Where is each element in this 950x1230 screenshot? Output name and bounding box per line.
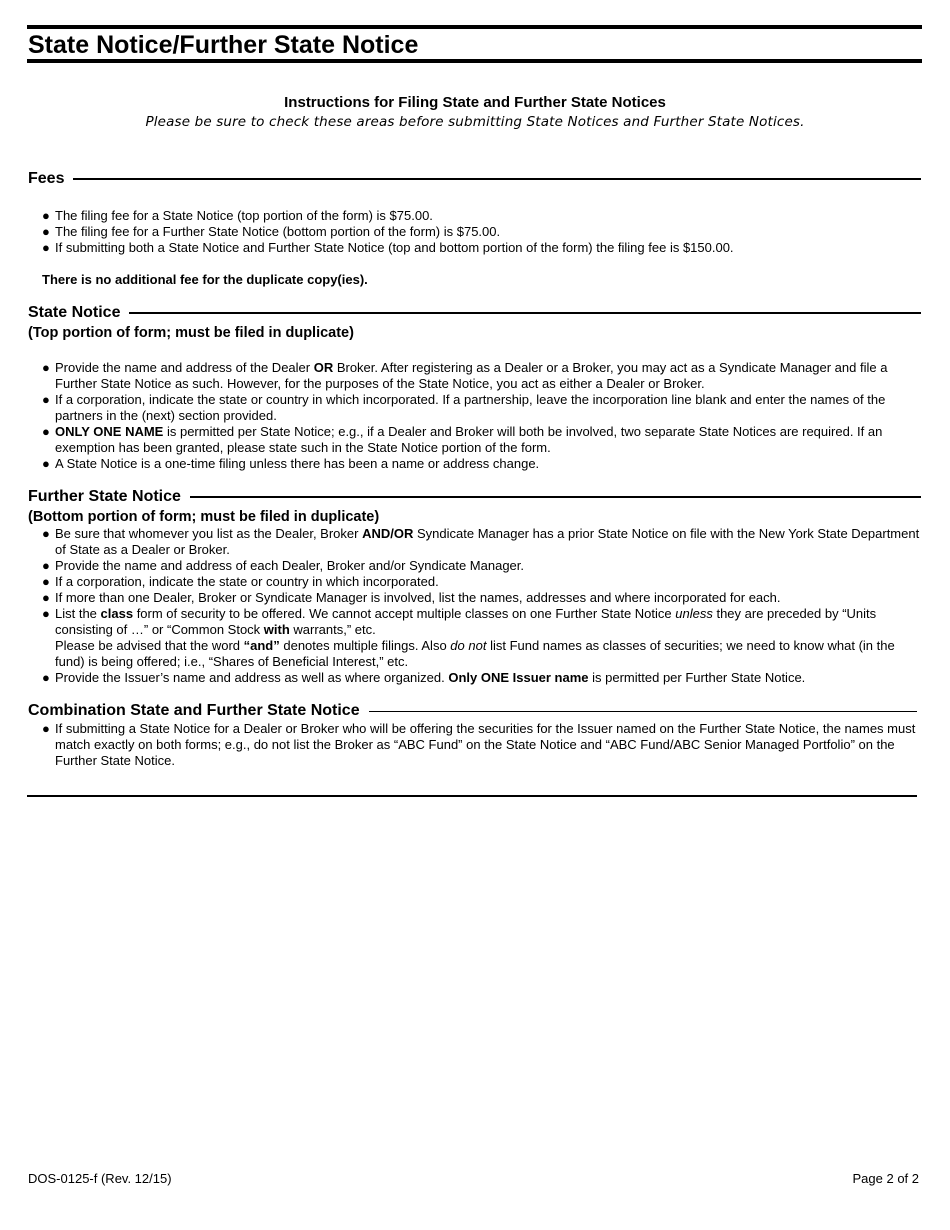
instructions-subheading: Please be sure to check these areas before submitting State Notices and Further State Notices. bbox=[145, 114, 805, 130]
fees-header bbox=[28, 170, 921, 188]
instructions-header bbox=[0, 94, 950, 132]
bullet: ● bbox=[42, 456, 50, 471]
state-notice-header bbox=[28, 304, 921, 322]
bullet: ● bbox=[42, 526, 50, 541]
section-rule bbox=[73, 178, 921, 180]
list-item: ● If more than one Dealer, Broker or Syndicate Manager is involved, list the names, addresses and where incorporated for each. bbox=[42, 590, 781, 605]
fees-note: There is no additional fee for the duplicate copy(ies). bbox=[42, 272, 368, 287]
list-item: ● If submitting both a State Notice and Further State Notice (top and bottom portion of the form) the filing fee is $150.00. bbox=[42, 240, 734, 255]
bullet: ● bbox=[42, 590, 50, 605]
state-notice-section bbox=[28, 304, 921, 472]
list-item: ● If a corporation, indicate the state or country in which incorporated. bbox=[42, 574, 439, 589]
list-item: ● The filing fee for a State Notice (top portion of the form) is $75.00. bbox=[42, 208, 433, 223]
bullet: ● bbox=[42, 208, 50, 223]
bullet: ● bbox=[42, 574, 50, 589]
list-item: ● The filing fee for a Further State Notice (bottom portion of the form) is $75.00. bbox=[42, 224, 501, 239]
bullet: ● bbox=[42, 360, 50, 375]
further-notice-label: Further State Notice bbox=[28, 488, 181, 505]
bullet: ● bbox=[42, 392, 50, 407]
page-number: Page 2 of 2 bbox=[852, 1171, 919, 1186]
section-rule bbox=[190, 496, 921, 498]
list-item: ● If submitting a State Notice for a Dealer or Broker who will be offering the securities for the Issuer named on the Further State Notice, the names must match exactly on both forms; e.g., do not list the Broker as “ABC Fund” on the State Notice and “ABC Fund/ABC Senior Managed Portfolio” on the Further State Notice. bbox=[42, 721, 916, 768]
state-notice-sublabel: (Top portion of form; must be filed in duplicate) bbox=[28, 325, 354, 341]
bullet: ● bbox=[42, 424, 50, 439]
list-item: ● A State Notice is a one-time filing unless there has been a name or address change. bbox=[42, 456, 540, 471]
combination-header bbox=[28, 702, 917, 720]
list-item: ● List the class form of security to be offered. We cannot accept multiple classes on one Further State Notice unless they are preceded by “Units consisting of …” or “Common Stock with warrants,” etc. Please be advised that the word “and” denotes multiple filings. Also do not list Fund names as classes of securities; we need to know what (in the fund) is being offered; i.e., “Shares of Beneficial Interest,” etc. bbox=[42, 606, 895, 669]
combination-list bbox=[28, 721, 917, 769]
section-rule bbox=[129, 312, 921, 314]
combination-section bbox=[28, 702, 917, 769]
state-notice-label: State Notice bbox=[28, 304, 121, 321]
fees-section bbox=[28, 170, 921, 288]
instructions-heading: Instructions for Filing State and Further State Notices bbox=[284, 94, 666, 111]
combination-label: Combination State and Further State Notice bbox=[28, 702, 360, 719]
bullet: ● bbox=[42, 606, 50, 621]
list-item: ● If a corporation, indicate the state or country in which incorporated. If a partnership, leave the incorporation line blank and enter the names of the partners in the (next) section provided. bbox=[42, 392, 886, 423]
list-item: ● Provide the Issuer’s name and address as well as where organized. Only ONE Issuer name is permitted per Further State Notice. bbox=[42, 670, 806, 685]
further-notice-list bbox=[28, 526, 921, 686]
bullet: ● bbox=[42, 558, 50, 573]
further-notice-sublabel: (Bottom portion of form; must be filed in duplicate) bbox=[28, 509, 380, 525]
list-item: ● Be sure that whomever you list as the Dealer, Broker AND/OR Syndicate Manager has a prior State Notice on file with the New York State Department of State as a Dealer or Broker. bbox=[42, 526, 920, 557]
fees-list bbox=[28, 208, 921, 256]
page-title: State Notice/Further State Notice bbox=[28, 31, 419, 59]
bullet: ● bbox=[42, 721, 50, 736]
form-id: DOS-0125-f (Rev. 12/15) bbox=[28, 1171, 172, 1186]
further-notice-header bbox=[28, 488, 921, 506]
bullet: ● bbox=[42, 224, 50, 239]
bottom-rule bbox=[27, 795, 917, 797]
title-bar bbox=[27, 25, 922, 63]
list-item: ● ONLY ONE NAME is permitted per State Notice; e.g., if a Dealer and Broker will both be involved, two separate State Notices are required. If an exemption has been granted, please state such in the State Notice portion of the form. bbox=[42, 424, 883, 455]
further-notice-section bbox=[28, 488, 921, 686]
bullet: ● bbox=[42, 670, 50, 685]
list-item: ● Provide the name and address of the Dealer OR Broker. After registering as a Dealer or a Broker, you may act as a Syndicate Manager and file a Further State Notice as such. However, for the purposes of the State Notice, you act as either a Dealer or Broker. bbox=[42, 360, 888, 391]
section-rule bbox=[369, 711, 917, 712]
list-item: ● Provide the name and address of each Dealer, Broker and/or Syndicate Manager. bbox=[42, 558, 525, 573]
state-notice-list bbox=[28, 360, 921, 472]
fees-label: Fees bbox=[28, 170, 65, 187]
bullet: ● bbox=[42, 240, 50, 255]
